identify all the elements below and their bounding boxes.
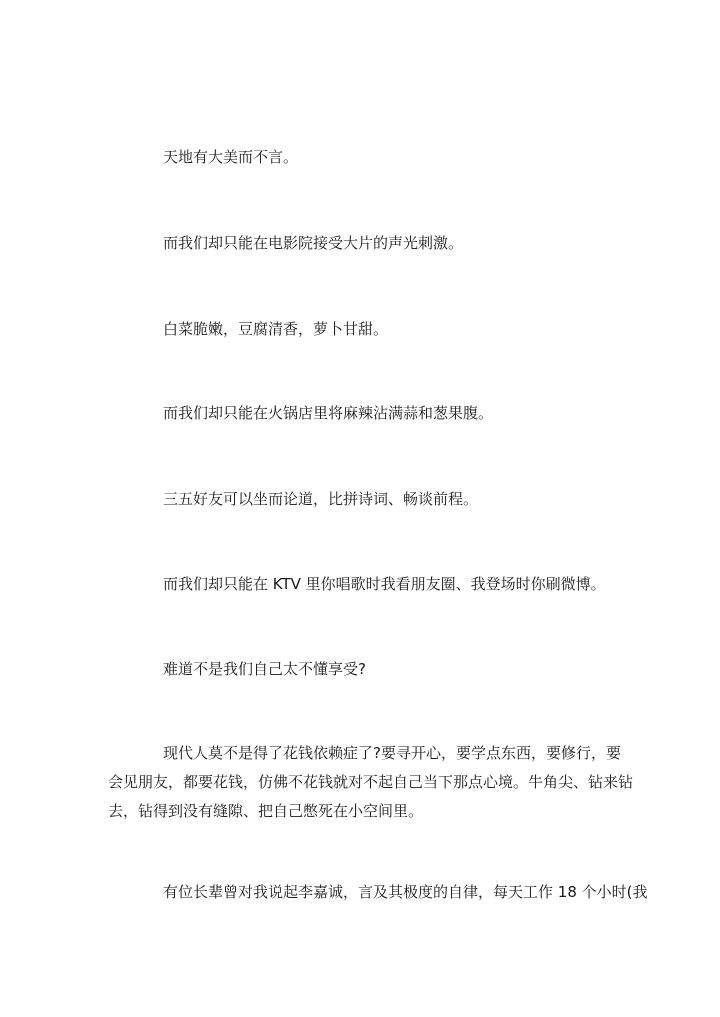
paragraph-line: 去，钻得到没有缝隙、把自己憋死在小空间里。 xyxy=(108,802,424,820)
paragraph-line: 有位长辈曾对我说起李嘉诚，言及其极度的自律，每天工作 18 个小时(我 xyxy=(163,883,648,901)
paragraph-line: 而我们却只能在电影院接受大片的声光刺激。 xyxy=(163,234,464,252)
paragraph-3 xyxy=(108,315,616,344)
paragraph-line: 天地有大美而不言。 xyxy=(163,148,299,166)
paragraph-5 xyxy=(108,485,616,514)
paragraph-2 xyxy=(108,229,616,258)
paragraph-line: 难道不是我们自己太不懂享受? xyxy=(163,660,366,678)
paragraph-line: 会见朋友，都要花钱，仿佛不花钱就对不起自己当下那点心境。牛角尖、钻来钻 xyxy=(108,773,634,791)
paragraph-6 xyxy=(108,570,616,599)
paragraph-9 xyxy=(108,878,648,907)
paragraph-line: 现代人莫不是得了花钱依赖症了?要寻开心，要学点东西，要修行，要 xyxy=(163,744,621,762)
paragraph-1 xyxy=(108,143,616,172)
paragraph-4 xyxy=(108,399,616,428)
paragraph-7 xyxy=(108,655,616,684)
paragraph-line: 而我们却只能在火锅店里将麻辣沾满蒜和葱果腹。 xyxy=(163,404,494,422)
paragraph-8 xyxy=(108,739,634,826)
paragraph-line: 白菜脆嫩，豆腐清香，萝卜甘甜。 xyxy=(163,320,389,338)
paragraph-line: 而我们却只能在 KTV 里你唱歌时我看朋友圈、我登场时你刷微博。 xyxy=(163,575,606,593)
paragraph-line: 三五好友可以坐而论道，比拼诗词、畅谈前程。 xyxy=(163,490,479,508)
